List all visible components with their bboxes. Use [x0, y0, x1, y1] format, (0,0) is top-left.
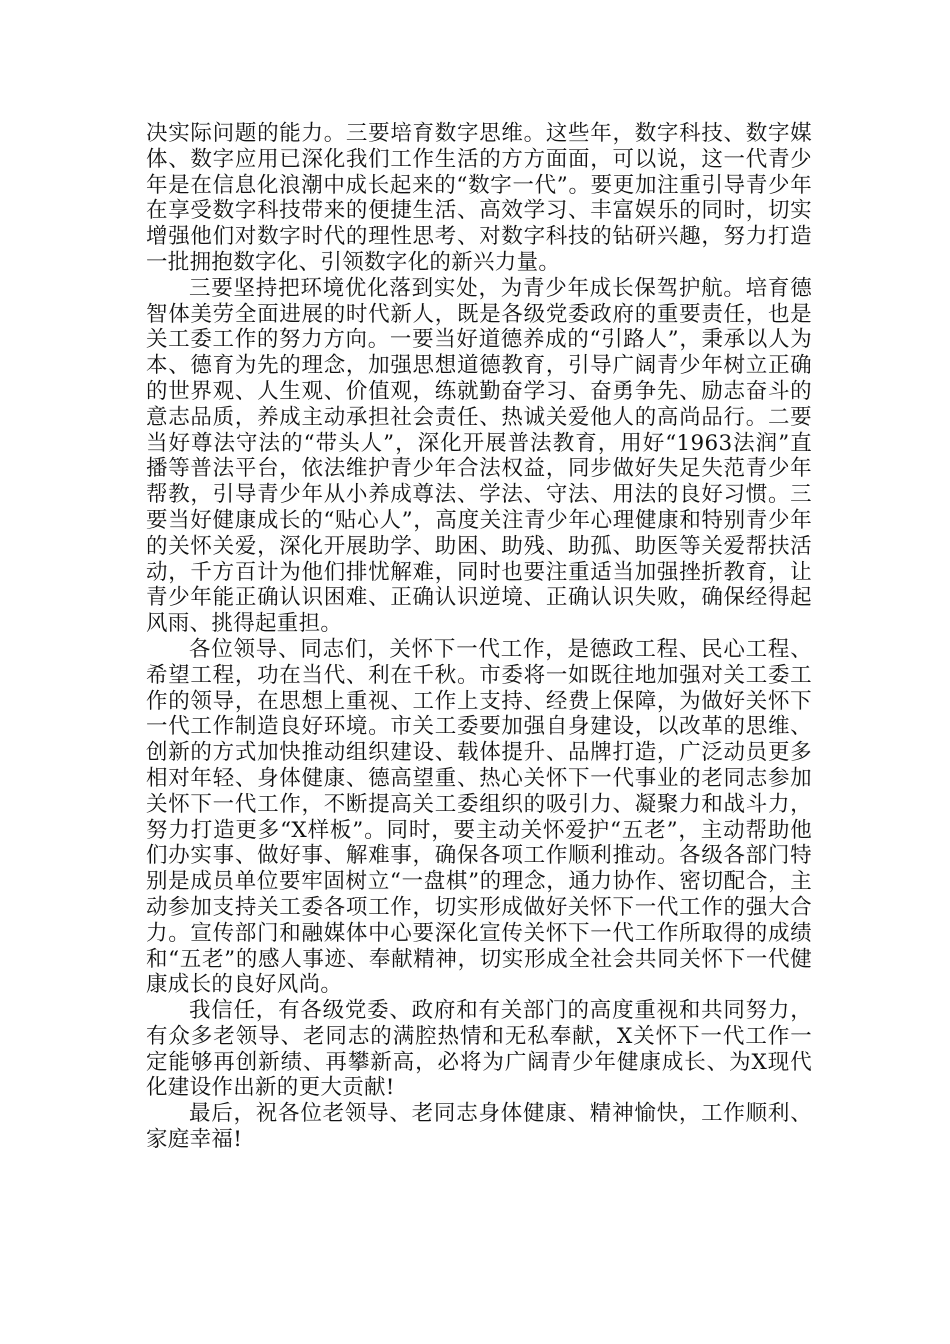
paragraph-closing: 最后，祝各位老领导、老同志身体健康、精神愉快，工作顺利、家庭幸福! — [146, 1101, 812, 1153]
paragraph-confidence: 我信任，有各级党委、政府和有关部门的高度重视和共同努力，有众多老领导、老同志的满腔热情和无私奉献，X关怀下一代工作一定能够再创新绩、再攀新高，必将为广阔青少年健康成长、为X现代化建设作出新的更大贡献! — [146, 998, 812, 1101]
paragraph-environment: 三要坚持把环境优化落到实处，为青少年成长保驾护航。培育德智体美劳全面进展的时代新人，既是各级党委政府的重要责任，也是关工委工作的努力方向。一要当好道德养成的“引路人”，秉承以人为本、德育为先的理念，加强思想道德教育，引导广阔青少年树立正确的世界观、人生观、价值观，练就勤奋学习、奋勇争先、励志奋斗的意志品质，养成主动承担社会责任、热诚关爱他人的高尚品行。二要当好尊法守法的“带头人”，深化开展普法教育，用好“1963法润”直播等普法平台，依法维护青少年合法权益，同步做好失足失范青少年帮教，引导青少年从小养成尊法、学法、守法、用法的良好习惯。三要当好健康成长的“贴心人”，高度关注青少年心理健康和特别青少年的关怀关爱，深化开展助学、助困、助残、助孤、助医等关爱帮扶活动，千方百计为他们排忧解难，同时也要注重适当加强挫折教育，让青少年能正确认识困难、正确认识逆境、正确认识失败，确保经得起风雨、挑得起重担。 — [146, 275, 812, 637]
document-body — [146, 121, 812, 1153]
paragraph-leadership: 各位领导、同志们，关怀下一代工作，是德政工程、民心工程、希望工程，功在当代、利在千秋。市委将一如既往地加强对关工委工作的领导，在思想上重视、工作上支持、经费上保障，为做好关怀下一代工作制造良好环境。市关工委要加强自身建设，以改革的思维、创新的方式加快推动组织建设、载体提升、品牌打造，广泛动员更多相对年轻、身体健康、德高望重、热心关怀下一代事业的老同志参加关怀下一代工作，不断提高关工委组织的吸引力、凝聚力和战斗力，努力打造更多“X样板”。同时，要主动关怀爱护“五老”，主动帮助他们办实事、做好事、解难事，确保各项工作顺利推动。各级各部门特别是成员单位要牢固树立“一盘棋”的理念，通力协作、密切配合，主动参加支持关工委各项工作，切实形成做好关怀下一代工作的强大合力。宣传部门和融媒体中心要深化宣传关怀下一代工作所取得的成绩和“五老”的感人事迹、奉献精神，切实形成全社会共同关怀下一代健康成长的良好风尚。 — [146, 636, 812, 998]
paragraph-continuation: 决实际问题的能力。三要培育数字思维。这些年，数字科技、数字媒体、数字应用已深化我们工作生活的方方面面，可以说，这一代青少年是在信息化浪潮中成长起来的“数字一代”。要更加注重引导青少年在享受数字科技带来的便捷生活、高效学习、丰富娱乐的同时，切实增强他们对数字时代的理性思考、对数字科技的钻研兴趣，努力打造一批拥抱数字化、引领数字化的新兴力量。 — [146, 121, 812, 275]
